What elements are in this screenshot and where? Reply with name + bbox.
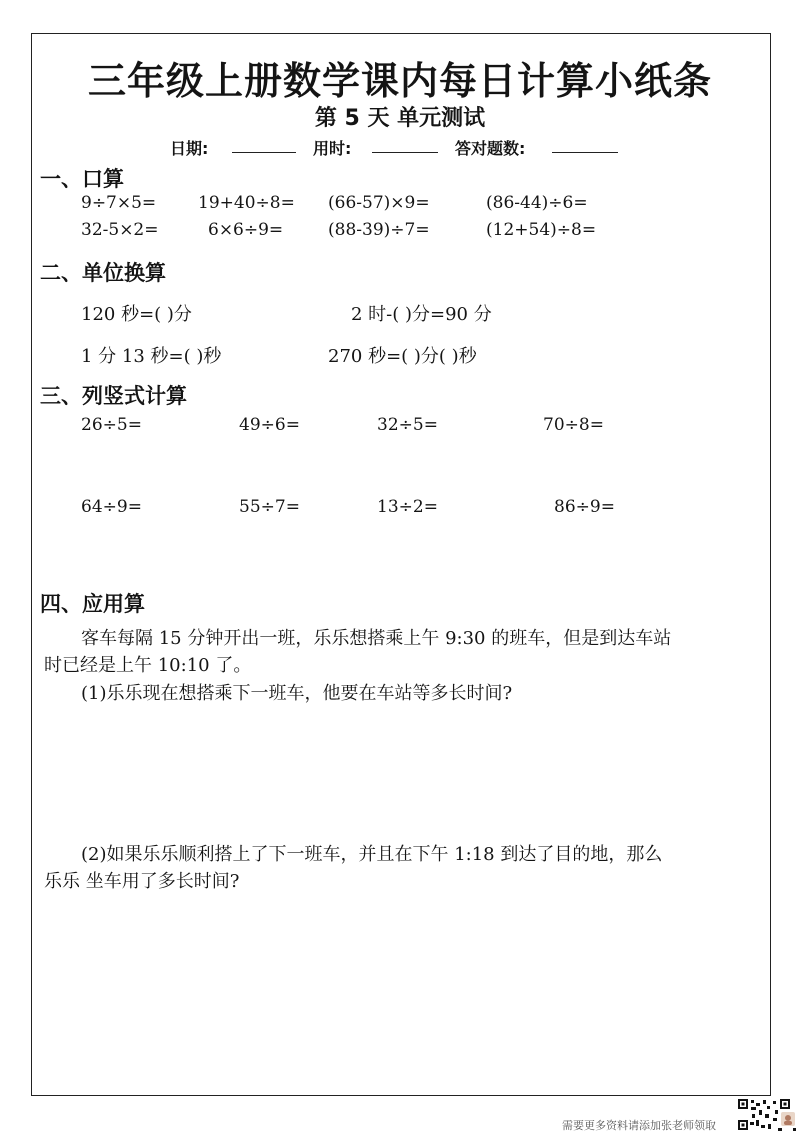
time-label: 用时: xyxy=(313,139,352,158)
section-heading-oral: 一、口算 xyxy=(40,167,124,191)
division-problem: 64÷9= xyxy=(81,497,142,517)
division-problem: 13÷2= xyxy=(377,497,438,517)
problem-statement-line-2: 时已经是上午 10:10 了。 xyxy=(44,655,252,676)
time-blank[interactable] xyxy=(372,136,438,153)
oral-problem: 32-5×2= xyxy=(81,220,159,240)
section-heading-unit-conversion: 二、单位换算 xyxy=(40,261,166,285)
date-blank[interactable] xyxy=(232,136,296,153)
unit-conversion-problem: 270 秒=( )分( )秒 xyxy=(328,346,477,367)
oral-problem: (86-44)÷6= xyxy=(486,193,588,213)
date-label: 日期: xyxy=(170,139,209,158)
question-2-line-2: 乐乐 坐车用了多长时间? xyxy=(44,871,240,892)
division-problem: 26÷5= xyxy=(81,415,142,435)
division-problem: 70÷8= xyxy=(543,415,604,435)
division-problem: 49÷6= xyxy=(239,415,300,435)
unit-conversion-problem: 120 秒=( )分 xyxy=(81,304,192,325)
problem-statement-line-1: 客车每隔 15 分钟开出一班，乐乐想搭乘上午 9:30 的班车，但是到达车站 xyxy=(81,628,672,649)
page-title: 三年级上册数学课内每日计算小纸条 xyxy=(87,59,712,103)
oral-problem: 9÷7×5= xyxy=(81,193,157,213)
oral-problem: (88-39)÷7= xyxy=(328,220,430,240)
question-1: (1)乐乐现在想搭乘下一班车，他要在车站等多长时间? xyxy=(81,683,513,704)
section-heading-application: 四、应用算 xyxy=(40,592,145,616)
page-subtitle: 第 5 天 单元测试 xyxy=(314,106,486,131)
oral-problem: 19+40÷8= xyxy=(198,193,295,213)
correct-count-blank[interactable] xyxy=(552,136,618,153)
qr-code-icon xyxy=(737,1098,797,1132)
unit-conversion-problem: 2 时-( )分=90 分 xyxy=(351,304,492,325)
footer-note: 需要更多资料请添加张老师领取 xyxy=(562,1119,716,1132)
oral-problem: (66-57)×9= xyxy=(328,193,430,213)
correct-count-label: 答对题数: xyxy=(455,139,526,158)
oral-problem: (12+54)÷8= xyxy=(486,220,597,240)
unit-conversion-problem: 1 分 13 秒=( )秒 xyxy=(81,346,222,367)
division-problem: 55÷7= xyxy=(239,497,300,517)
oral-problem: 6×6÷9= xyxy=(208,220,284,240)
question-2-line-1: (2)如果乐乐顺利搭上了下一班车，并且在下午 1:18 到达了目的地，那么 xyxy=(81,844,663,865)
division-problem: 86÷9= xyxy=(554,497,615,517)
division-problem: 32÷5= xyxy=(377,415,438,435)
section-heading-vertical-calculation: 三、列竖式计算 xyxy=(40,384,187,408)
